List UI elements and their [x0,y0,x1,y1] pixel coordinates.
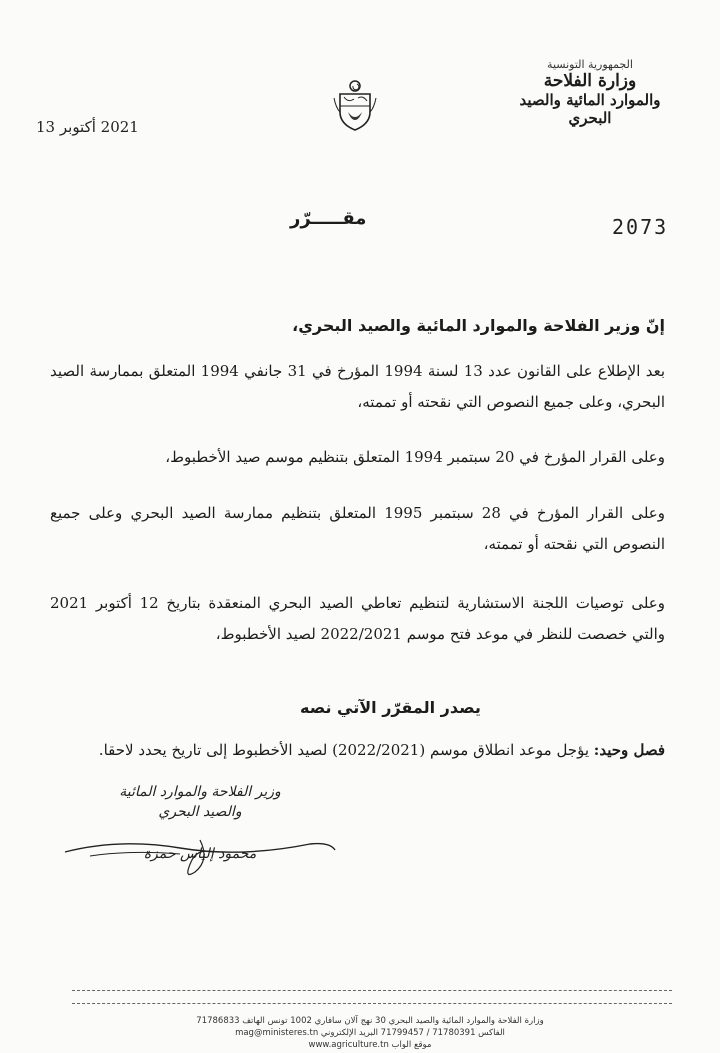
republic-label: الجمهورية التونسية [547,58,633,71]
preamble-paragraph: وعلى القرار المؤرخ في 20 سبتمبر 1994 المتعلق بتنظيم موسم صيد الأخطبوط، [165,448,665,466]
preamble-paragraph: وعلى توصيات اللجنة الاستشارية لتنظيم تعاطي الصيد البحري المنعقدة بتاريخ 12 أكتوبر 2021 والتي خصصت للنظر في موعد فتح موسم 2022/2021 لصيد الأخطبوط، [50,594,665,643]
footer-divider [72,1003,672,1004]
signatory-title-line1: وزير الفلاحة والموارد المائية [119,784,281,800]
tunisia-coat-of-arms-icon [332,78,378,132]
footer-address: وزارة الفلاحة والموارد المائية والصيد البحري 30 نهج آلان سافاري 1002 تونس الهاتف 71786833 [196,1016,544,1026]
ministry-name-line1: وزارة الفلاحة [543,71,637,91]
article-text: يؤجل موعد انطلاق موسم (2022/2021) لصيد الأخطبوط إلى تاريخ يحدد لاحقا. [98,741,594,759]
footer-contact: الفاكس 71780391 / 71799457 البريد الإلكتروني mag@ministeres.tn [235,1028,505,1038]
opening-line: إنّ وزير الفلاحة والموارد المائية والصيد البحري، [292,316,665,335]
letterhead [510,58,670,127]
article-label: فصل وحيد: [593,741,665,759]
ministry-name-line2: والموارد المائية والصيد البحري [519,91,661,127]
decree-heading: يصدر المقرّر الآتي نصه [300,698,481,717]
footer-website: موقع الواب www.agriculture.tn [308,1040,432,1050]
signatory-title-line2: والصيد البحري [158,804,242,820]
document-title: مقـــــرّر [290,208,367,229]
signatory-name: محمود إلياس حمزة [143,846,257,862]
preamble-paragraph: بعد الإطلاع على القانون عدد 13 لسنة 1994 المؤرخ في 31 جانفي 1994 المتعلق بممارسة الصيد البحري، وعلى جميع النصوص التي نقحته أو تممته، [50,362,665,411]
decree-date: 2021 أكتوبر 13 [36,118,139,136]
sole-article [50,741,665,759]
handwritten-signature-icon [60,830,340,880]
document-number: 2073 [612,215,669,239]
preamble-paragraph: وعلى القرار المؤرخ في 28 سبتمبر 1995 المتعلق بتنظيم ممارسة الصيد البحري وعلى جميع النصوص التي نقحته أو تممته، [50,504,665,553]
footer-divider [72,990,672,991]
